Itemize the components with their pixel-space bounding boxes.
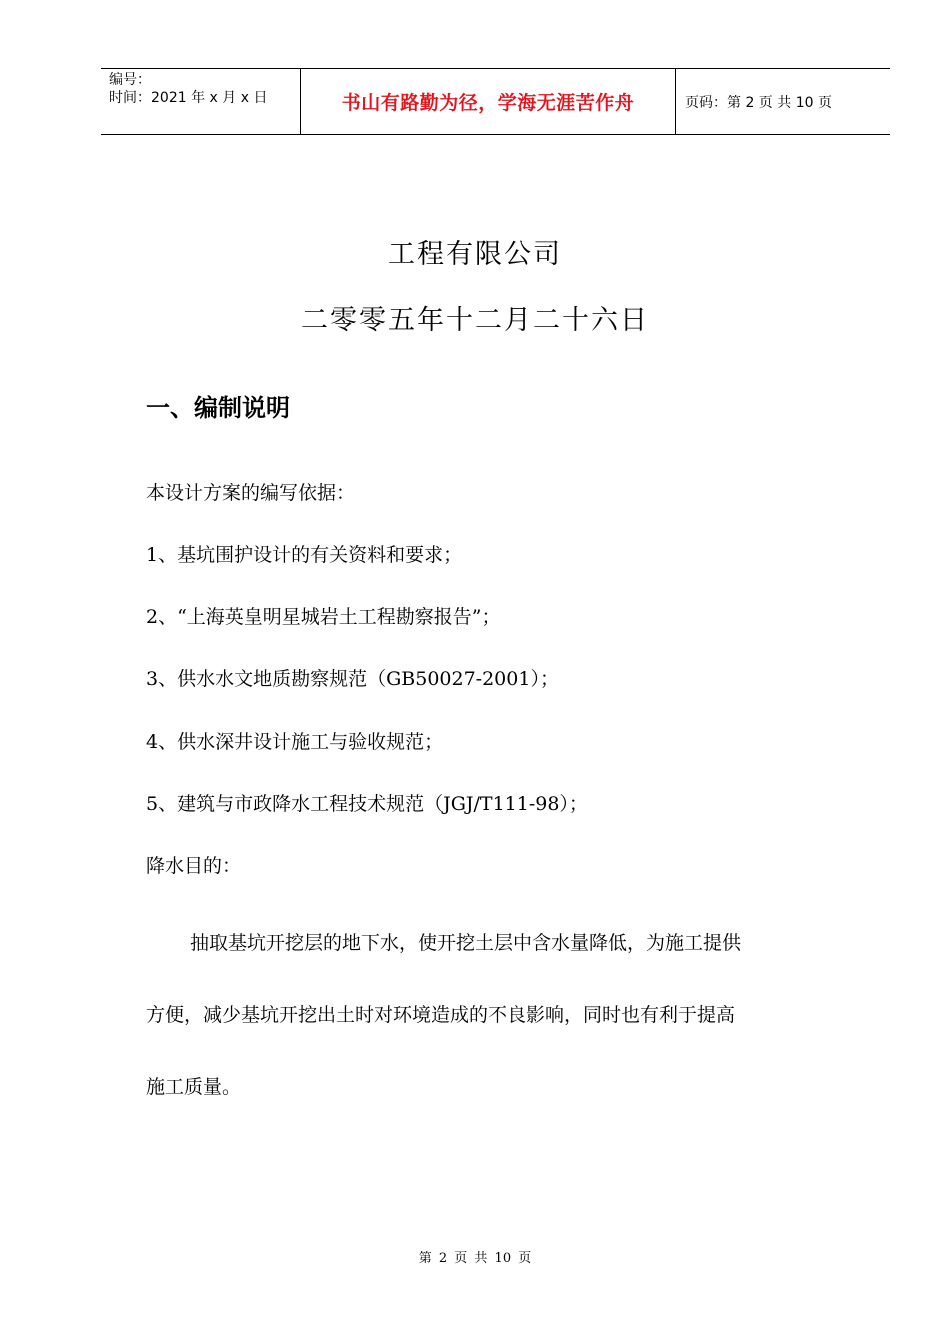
basis-item: 2、“上海英皇明星城岩土工程勘察报告”； xyxy=(146,606,501,628)
basis-item: 3、供水水文地质勘察规范（GB50027-2001）； xyxy=(146,668,559,690)
header-motto: 书山有路勤为径，学海无涯苦作舟 xyxy=(301,69,676,134)
document-date: 二零零五年十二月二十六日 xyxy=(301,305,649,336)
page-header xyxy=(101,68,890,135)
purpose-paragraph-line: 施工质量。 xyxy=(146,1076,242,1098)
document-date-label: 时间：2021 年 x 月 x 日 xyxy=(109,90,268,106)
document-number-label: 编号： xyxy=(109,72,151,88)
purpose-paragraph-line: 抽取基坑开挖层的地下水，使开挖土层中含水量降低，为施工提供 xyxy=(190,932,742,954)
header-info-cell xyxy=(101,69,301,134)
company-name: 工程有限公司 xyxy=(388,239,562,270)
basis-item: 1、基坑围护设计的有关资料和要求； xyxy=(146,544,463,566)
basis-item: 4、供水深井设计施工与验收规范； xyxy=(146,731,444,753)
page-footer: 第 2 页 共 10 页 xyxy=(418,1251,532,1266)
purpose-label: 降水目的： xyxy=(146,855,242,877)
header-page-number: 页码：第 2 页 共 10 页 xyxy=(685,94,832,111)
basis-item: 5、建筑与市政降水工程技术规范（JGJ/T111-98）； xyxy=(146,793,588,815)
section-title: 一、编制说明 xyxy=(146,394,290,422)
basis-intro: 本设计方案的编写依据： xyxy=(146,482,356,504)
purpose-paragraph-line: 方便，减少基坑开挖出土时对环境造成的不良影响，同时也有利于提高 xyxy=(146,1004,736,1026)
